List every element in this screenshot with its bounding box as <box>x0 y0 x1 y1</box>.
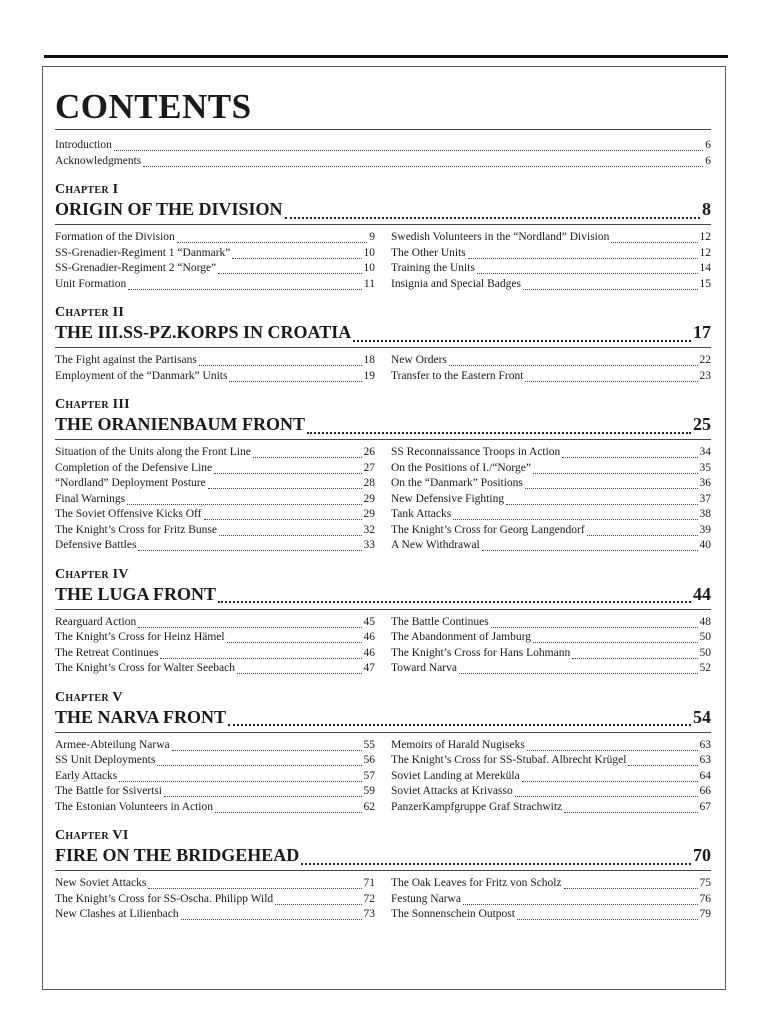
dot-leader <box>275 892 361 905</box>
entries-column-left <box>55 353 375 384</box>
toc-entry-page: 12 <box>699 246 711 259</box>
toc-entry-page: 79 <box>699 908 711 920</box>
dot-leader <box>522 769 698 782</box>
toc-entry-page: 37 <box>699 492 711 505</box>
toc-entry[interactable] <box>55 784 375 800</box>
toc-entry-page: 63 <box>699 738 711 751</box>
toc-entry[interactable] <box>391 507 711 523</box>
chapter-label: Chapter II <box>55 305 125 320</box>
toc-entry[interactable] <box>55 246 375 262</box>
entries-column-left <box>55 738 375 816</box>
toc-entry-title: The Knight’s Cross for Georg Langendorf <box>391 523 585 536</box>
toc-entry[interactable] <box>55 615 375 631</box>
chapter-label: Chapter I <box>55 182 119 197</box>
chapter-rule <box>55 609 711 610</box>
toc-entry-page: 64 <box>699 769 711 782</box>
toc-entry-title: PanzerKampfgruppe Graf Strachwitz <box>391 800 563 813</box>
chapter-label: Chapter IV <box>55 566 129 582</box>
toc-entry-page: 22 <box>699 354 711 366</box>
toc-entry-title: Formation of the Division <box>55 231 175 243</box>
toc-entry-page: 32 <box>363 523 375 536</box>
chapter-title: FIRE ON THE BRIDGEHEAD <box>55 845 300 865</box>
dot-leader <box>214 461 361 474</box>
dot-leader <box>307 418 691 434</box>
toc-entry[interactable] <box>55 661 375 677</box>
dot-leader <box>127 492 361 505</box>
entries-column-left <box>55 230 375 292</box>
toc-entry-page: 6 <box>705 139 711 151</box>
toc-entry[interactable] <box>391 661 711 677</box>
toc-entry[interactable] <box>55 507 375 523</box>
toc-entry-title: Acknowledgments <box>55 154 142 167</box>
toc-entry-page: 29 <box>363 492 375 505</box>
toc-entry-title: Introduction <box>55 139 112 151</box>
toc-entry[interactable] <box>391 523 711 539</box>
toc-entry-title: The Estonian Volunteers in Action <box>55 800 214 813</box>
toc-entry-page: 14 <box>699 262 711 274</box>
toc-entry[interactable] <box>391 615 711 631</box>
entries-column-right <box>391 445 711 554</box>
toc-entry-title: The Knight’s Cross for Hans Lohmann <box>391 646 571 659</box>
chapter-label: Chapter V <box>55 689 123 705</box>
toc-entry-page: 67 <box>699 800 711 813</box>
dot-leader <box>157 753 361 766</box>
entries-column-right <box>391 615 711 677</box>
dot-leader <box>218 587 691 603</box>
toc-entry[interactable] <box>55 230 375 246</box>
toc-entry-title: Tank Attacks <box>391 508 452 520</box>
toc-entry-title: Early Attacks <box>55 769 118 782</box>
toc-entry-page: 59 <box>363 785 375 797</box>
toc-entry-page: 66 <box>699 785 711 797</box>
chapter-section <box>55 567 711 677</box>
toc-entry-page: 15 <box>699 277 711 290</box>
entries-column-right <box>391 353 711 384</box>
toc-entry[interactable] <box>391 461 711 477</box>
chapter-label: Chapter VI <box>55 828 129 843</box>
toc-entry-page: 9 <box>369 231 375 243</box>
toc-entry-page: 28 <box>363 477 375 489</box>
dot-leader <box>525 369 697 382</box>
toc-entry[interactable] <box>391 800 711 816</box>
toc-entry-page: 26 <box>363 446 375 458</box>
page-title: CONTENTS <box>55 87 252 126</box>
chapter-page: 17 <box>693 322 711 342</box>
dot-leader <box>204 507 362 520</box>
toc-entry-title: SS Reconnaissance Troops in Action <box>391 446 561 458</box>
chapter-section <box>55 397 711 554</box>
toc-entry-title: The Other Units <box>391 246 466 259</box>
toc-entry[interactable] <box>391 538 711 554</box>
toc-entry-page: 10 <box>363 262 375 274</box>
chapter-title: THE LUGA FRONT <box>55 583 217 604</box>
dot-leader <box>301 849 691 865</box>
toc-entry-title: Toward Narva <box>391 662 457 674</box>
chapter-entries <box>55 230 711 292</box>
toc-entry-title: SS-Grenadier-Regiment 1 “Danmark” <box>55 246 231 259</box>
toc-entry-title: The Knight’s Cross for SS-Oscha. Philipp Wild <box>55 892 274 905</box>
chapter-title-entry[interactable] <box>55 198 711 221</box>
chapter-list <box>55 182 711 923</box>
chapter-title-entry[interactable] <box>55 321 711 344</box>
chapter-page: 25 <box>693 414 711 434</box>
toc-entry[interactable] <box>55 277 375 293</box>
toc-entry[interactable] <box>55 538 375 554</box>
chapter-title-entry[interactable] <box>55 413 711 436</box>
toc-entry-page: 55 <box>363 738 375 751</box>
chapter-entries <box>55 353 711 384</box>
toc-entry-title: A New Withdrawal <box>391 539 480 551</box>
toc-entry[interactable] <box>55 876 375 892</box>
chapter-title: THE ORANIENBAUM FRONT <box>55 414 306 434</box>
dot-leader <box>611 230 697 243</box>
dot-leader <box>219 523 362 536</box>
dot-leader <box>181 907 362 920</box>
dot-leader <box>164 784 362 797</box>
toc-entry[interactable] <box>391 784 711 800</box>
dot-leader <box>208 476 362 489</box>
toc-entry-title: Soviet Attacks at Krivasso <box>391 785 513 797</box>
toc-entry-title: The Fight against the Partisans <box>55 354 197 366</box>
dot-leader <box>482 538 698 551</box>
toc-entry-page: 23 <box>699 369 711 382</box>
entries-column-right <box>391 738 711 816</box>
dot-leader <box>463 892 698 905</box>
chapter-section <box>55 305 711 384</box>
toc-entry-page: 18 <box>363 354 375 366</box>
toc-entry-page: 34 <box>699 446 711 458</box>
contents-frame <box>42 66 726 990</box>
chapter-entries <box>55 445 711 554</box>
dot-leader <box>533 461 697 474</box>
dot-leader <box>506 492 697 505</box>
dot-leader <box>229 369 361 382</box>
toc-entry-page: 71 <box>363 877 375 889</box>
chapter-page: 8 <box>702 199 711 219</box>
toc-entry[interactable] <box>55 769 375 785</box>
toc-entry[interactable] <box>55 154 711 170</box>
front-matter-list <box>55 138 711 169</box>
toc-entry-page: 75 <box>699 877 711 889</box>
toc-entry-title: SS-Grenadier-Regiment 2 “Norge” <box>55 262 217 274</box>
toc-entry-page: 19 <box>363 369 375 382</box>
dot-leader <box>477 261 698 274</box>
top-rule <box>44 55 728 58</box>
toc-entry[interactable] <box>55 492 375 508</box>
chapter-section <box>55 690 711 816</box>
toc-entry-title: The Oak Leaves for Fritz von Scholz <box>391 877 562 889</box>
toc-entry-title: The Sonnenschein Outpost <box>391 908 515 920</box>
toc-entry[interactable] <box>391 630 711 646</box>
dot-leader <box>119 769 361 782</box>
dot-leader <box>232 246 361 259</box>
dot-leader <box>525 476 698 489</box>
toc-entry-title: The Retreat Continues <box>55 646 159 659</box>
dot-leader <box>572 646 697 659</box>
toc-entry-title: Armee-Abteilung Narwa <box>55 738 170 751</box>
chapter-label: Chapter III <box>55 397 130 412</box>
dot-leader <box>564 800 697 813</box>
toc-entry[interactable] <box>55 630 375 646</box>
toc-entry-page: 50 <box>699 631 711 643</box>
toc-entry-page: 27 <box>363 461 375 474</box>
toc-entry[interactable] <box>391 646 711 662</box>
toc-entry[interactable] <box>391 769 711 785</box>
toc-entry-page: 48 <box>699 615 711 628</box>
toc-entry[interactable] <box>391 753 711 769</box>
toc-entry[interactable] <box>391 907 711 923</box>
toc-entry-title: Completion of the Defensive Line <box>55 461 213 474</box>
dot-leader <box>227 630 362 643</box>
toc-entry-page: 38 <box>699 508 711 520</box>
toc-entry-page: 12 <box>699 231 711 243</box>
dot-leader <box>114 138 703 151</box>
toc-entry-page: 29 <box>363 508 375 520</box>
chapter-page: 54 <box>693 706 711 727</box>
toc-entry-title: Training the Units <box>391 262 475 274</box>
dot-leader <box>628 753 697 766</box>
toc-entry[interactable] <box>391 476 711 492</box>
toc-entry-page: 45 <box>363 615 375 628</box>
dot-leader <box>177 230 367 243</box>
chapter-title: THE NARVA FRONT <box>55 706 227 727</box>
toc-entry[interactable] <box>391 261 711 277</box>
dot-leader <box>160 646 361 659</box>
toc-entry-page: 40 <box>699 539 711 551</box>
dot-leader <box>138 538 361 551</box>
toc-entry-page: 50 <box>699 646 711 659</box>
chapter-title-entry[interactable] <box>55 706 711 729</box>
toc-entry[interactable] <box>391 445 711 461</box>
toc-entry-title: The Knight’s Cross for SS-Stubaf. Albrecht Krügel <box>391 754 627 766</box>
chapter-page: 44 <box>693 583 711 604</box>
toc-entry-title: The Soviet Offensive Kicks Off <box>55 508 202 520</box>
toc-entry-title: The Knight’s Cross for Walter Seebach <box>55 662 235 674</box>
toc-entry[interactable] <box>55 445 375 461</box>
toc-entry-page: 56 <box>363 754 375 766</box>
toc-entry-title: Situation of the Units along the Front Line <box>55 446 251 458</box>
toc-entry-page: 62 <box>363 800 375 813</box>
toc-entry-title: New Clashes at Lilienbach <box>55 908 179 920</box>
toc-entry-page: 76 <box>699 892 711 905</box>
toc-entry-title: Transfer to the Eastern Front <box>391 369 524 382</box>
toc-entry[interactable] <box>55 892 375 908</box>
toc-entry[interactable] <box>55 369 375 385</box>
toc-entry-title: Final Warnings <box>55 492 126 505</box>
toc-entry[interactable] <box>55 476 375 492</box>
toc-entry-title: Memoirs of Harald Nugiseks <box>391 738 525 751</box>
toc-entry-title: New Defensive Fighting <box>391 492 505 505</box>
toc-entry-title: “Nordland” Deployment Posture <box>55 477 206 489</box>
dot-leader <box>138 615 361 628</box>
toc-entry-title: Defensive Battles <box>55 539 137 551</box>
chapter-title-entry[interactable] <box>55 583 711 606</box>
dot-leader <box>237 661 362 674</box>
chapter-section <box>55 828 711 923</box>
entries-column-right <box>391 876 711 923</box>
dot-leader <box>587 523 698 536</box>
toc-entry[interactable] <box>391 892 711 908</box>
toc-entry-title: SS Unit Deployments <box>55 754 156 766</box>
toc-entry[interactable] <box>55 261 375 277</box>
dot-leader <box>491 615 698 628</box>
toc-entry-title: The Abandonment of Jamburg <box>391 631 531 643</box>
toc-entry[interactable] <box>391 492 711 508</box>
toc-entry-title: New Soviet Attacks <box>55 877 147 889</box>
toc-entry[interactable] <box>55 907 375 923</box>
chapter-rule <box>55 439 711 440</box>
toc-entry-page: 6 <box>705 154 711 167</box>
toc-entry-title: Soviet Landing at Mereküla <box>391 769 520 782</box>
dot-leader <box>562 445 697 458</box>
toc-entry-title: The Battle Continues <box>391 615 489 628</box>
dot-leader <box>128 277 362 290</box>
dot-leader <box>199 353 362 366</box>
dot-leader <box>517 907 698 920</box>
entries-column-left <box>55 615 375 677</box>
toc-entry[interactable] <box>55 753 375 769</box>
chapter-rule <box>55 732 711 733</box>
toc-entry-page: 46 <box>363 631 375 643</box>
entries-column-right <box>391 230 711 292</box>
chapter-title-entry[interactable] <box>55 844 711 867</box>
entries-column-left <box>55 876 375 923</box>
toc-entry[interactable] <box>391 246 711 262</box>
dot-leader <box>253 445 362 458</box>
toc-entry-title: On the Positions of I./“Norge” <box>391 461 532 474</box>
toc-entry-title: Swedish Volunteers in the “Nordland” Division <box>391 231 610 243</box>
dot-leader <box>533 630 698 643</box>
toc-entry-page: 11 <box>363 277 375 290</box>
toc-entry[interactable] <box>55 523 375 539</box>
contents-body <box>55 67 711 923</box>
dot-leader <box>228 710 691 726</box>
toc-entry-page: 73 <box>363 908 375 920</box>
toc-entry-page: 35 <box>699 461 711 474</box>
chapter-entries <box>55 738 711 816</box>
dot-leader <box>148 876 361 889</box>
toc-entry-title: On the “Danmark” Positions <box>391 477 523 489</box>
dot-leader <box>515 784 698 797</box>
dot-leader <box>453 507 697 520</box>
toc-entry[interactable] <box>55 138 711 154</box>
toc-entry[interactable] <box>391 876 711 892</box>
toc-entry-page: 46 <box>363 646 375 659</box>
toc-entry[interactable] <box>55 646 375 662</box>
toc-entry-title: The Knight’s Cross for Fritz Bunse <box>55 523 217 536</box>
toc-entry[interactable] <box>391 353 711 369</box>
chapter-entries <box>55 876 711 923</box>
title-rule <box>55 129 711 130</box>
toc-entry-page: 36 <box>699 477 711 489</box>
dot-leader <box>468 246 698 259</box>
toc-entry-page: 47 <box>363 662 375 674</box>
toc-entry-title: Insignia and Special Badges <box>391 277 521 290</box>
chapter-title: THE III.SS-PZ.KORPS IN CROATIA <box>55 322 352 342</box>
dot-leader <box>218 261 361 274</box>
entries-column-left <box>55 445 375 554</box>
chapter-rule <box>55 870 711 871</box>
dot-leader <box>143 154 703 167</box>
dot-leader <box>353 326 691 342</box>
toc-entry-title: The Battle for Ssivertsi <box>55 785 162 797</box>
dot-leader <box>172 738 362 751</box>
toc-entry-page: 57 <box>363 769 375 782</box>
toc-entry[interactable] <box>391 230 711 246</box>
toc-entry-page: 72 <box>363 892 375 905</box>
toc-entry-title: Festung Narwa <box>391 892 461 905</box>
chapter-section <box>55 182 711 292</box>
toc-entry-page: 39 <box>699 523 711 536</box>
dot-leader <box>215 800 361 813</box>
dot-leader <box>527 738 698 751</box>
toc-entry-page: 52 <box>699 662 711 674</box>
toc-entry[interactable] <box>55 800 375 816</box>
dot-leader <box>285 203 700 219</box>
toc-entry-page: 10 <box>363 246 375 259</box>
dot-leader <box>523 277 698 290</box>
toc-entry[interactable] <box>391 369 711 385</box>
toc-entry-title: The Knight’s Cross for Heinz Hämel <box>55 631 225 643</box>
toc-entry-title: Employment of the “Danmark” Units <box>55 369 228 382</box>
dot-leader <box>564 876 698 889</box>
dot-leader <box>449 353 698 366</box>
toc-entry-title: New Orders <box>391 354 447 366</box>
chapter-rule <box>55 224 711 225</box>
toc-entry[interactable] <box>55 461 375 477</box>
toc-entry-page: 63 <box>699 754 711 766</box>
toc-entry-title: Unit Formation <box>55 277 127 290</box>
toc-entry-page: 33 <box>363 539 375 551</box>
chapter-entries <box>55 615 711 677</box>
toc-entry[interactable] <box>55 353 375 369</box>
chapter-title: ORIGIN OF THE DIVISION <box>55 199 283 219</box>
toc-entry-title: Rearguard Action <box>55 615 137 628</box>
toc-entry[interactable] <box>391 277 711 293</box>
dot-leader <box>459 661 698 674</box>
chapter-rule <box>55 347 711 348</box>
toc-entry[interactable] <box>391 738 711 754</box>
chapter-page: 70 <box>693 845 711 865</box>
toc-entry[interactable] <box>55 738 375 754</box>
